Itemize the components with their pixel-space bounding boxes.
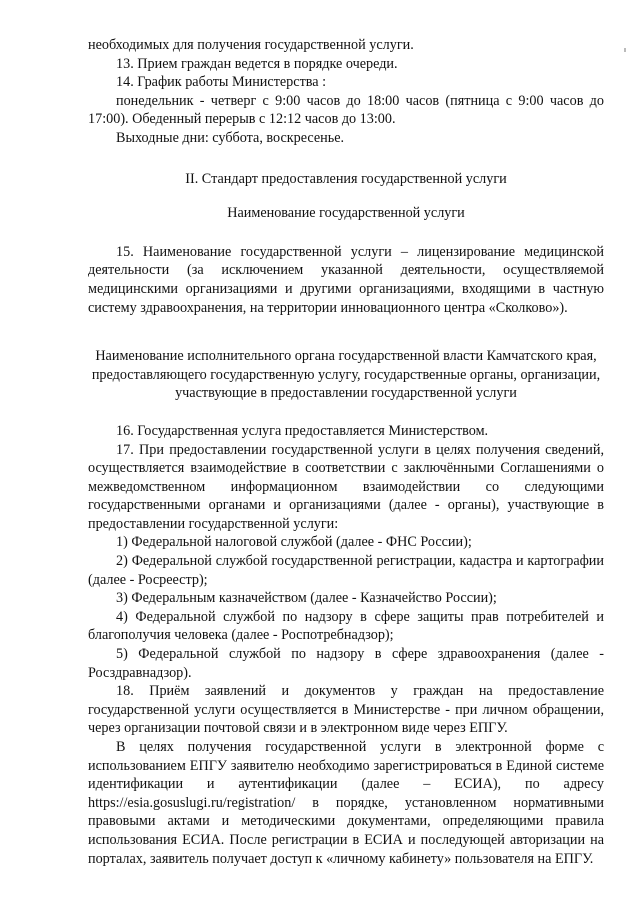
paragraph-14-hours: понедельник - четверг с 9:00 часов до 18:00 часов (пятница с 9:00 часов до 17:00). Обеденный перерыв с 12:12 часов до 13:00. [88,92,604,128]
paragraph-18: 18. Приём заявлений и документов у граждан на предоставление государственной услуги осуществляется в Министерстве - при личном обращении, через организации почтовой связи и в электронном виде через ЕПГУ. [88,683,604,737]
list-item: 4) Федеральной службой по надзору в сфере защиты прав потребителей и благополучия человека (далее - Роспотребнадзор); [88,608,604,644]
paragraph-15: 15. Наименование государственной услуги – лицензирование медицинской деятельности (за исключением указанной деятельности, осуществляемой медицинскими организациями и другими организациями, входящими в частную систему здравоохранения, на территории инновационного центра «Сколково»). [88,243,604,316]
subsection-title-service-name: Наименование государственной услуги [227,205,465,222]
scan-mark [624,48,626,52]
paragraph-14: 14. График работы Министерства : [116,74,327,91]
paragraph-continuation: необходимых для получения государственной услуги. [88,37,414,53]
list-item: 2) Федеральной службой государственной регистрации, кадастра и картографии (далее - Росреестр); [88,553,604,588]
paragraph-16: 16. Государственная услуга предоставляется Министерством. [116,422,489,439]
paragraph-17: 17. При предоставлении государственной услуги в целях получения сведений, осуществляется взаимодействие в соответствии с заключёнными Соглашениями о межведомственном информационном взаимодействии со следующими государственными органами и организациями (далее - органы), участвующие в предоставлении государственной услуги: [88,441,604,532]
subsection-title-authority: Наименование исполнительного органа государственной власти Камчатского края, предоставляющего государственную услугу, государственные органы, организации, участвующие в предоставлении государственной услуги [91,348,601,402]
list-item: 1) Федеральной налоговой службой (далее - ФНС России); [116,534,472,551]
paragraph-18-epgu: В целях получения государственной услуги в электронной форме с использованием ЕПГУ заявителю необходимо зарегистрироваться в Единой системе идентификации и аутентификации (далее – ЕСИА), по адресу https://esia.gosuslugi.ru/registration/ в порядке, установленном нормативными правовыми актами и методическими документами, определяющими правила использования ЕСИА. После регистрации в ЕСИА и последующей авторизации на порталах, заявитель получает доступ к «личному кабинету» пользователя на ЕПГУ. [88,739,604,867]
list-item: 3) Федеральным казначейством (далее - Казначейство России); [116,590,497,607]
paragraph-weekend: Выходные дни: суббота, воскресенье. [116,129,345,146]
section-title: II. Стандарт предоставления государственной услуги [185,170,507,187]
list-item: 5) Федеральной службой по надзору в сфере здравоохранения (далее - Росздравнадзор). [88,646,604,681]
paragraph-13: 13. Прием граждан ведется в порядке очереди. [116,55,398,72]
